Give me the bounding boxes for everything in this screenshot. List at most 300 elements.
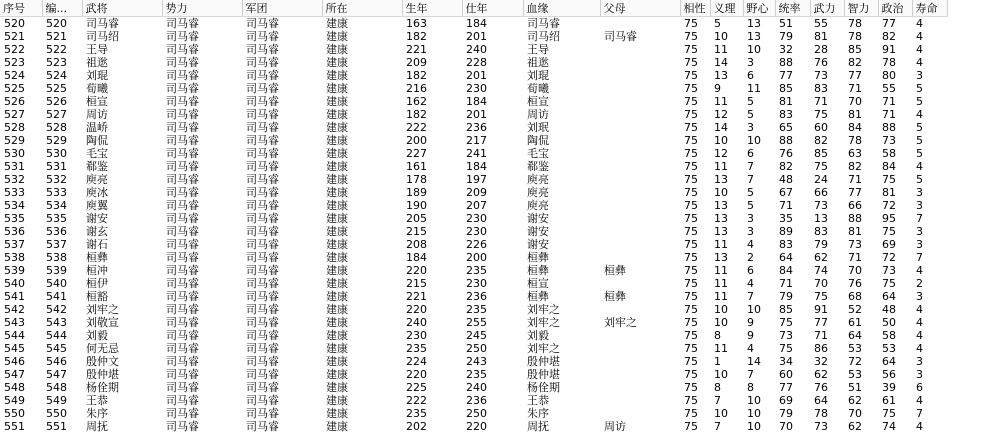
- table-cell: 82: [779, 160, 793, 173]
- table-cell: 司马睿: [166, 238, 199, 251]
- table-cell: 548: [4, 381, 25, 394]
- table-cell: 523: [4, 56, 25, 69]
- table-cell: 司马睿: [166, 212, 199, 225]
- table-cell: 荀曦: [527, 82, 549, 95]
- table-cell: 201: [466, 30, 487, 43]
- table-cell: 5: [916, 95, 923, 108]
- table-cell: 531: [46, 160, 67, 173]
- table-cell: 10: [747, 43, 761, 56]
- table-cell: 郗鉴: [86, 160, 108, 173]
- table-row[interactable]: [0, 173, 947, 186]
- table-cell: 77: [814, 316, 828, 329]
- table-cell: 建康: [326, 82, 348, 95]
- table-cell: 14: [714, 121, 728, 134]
- table-cell: 80: [882, 69, 896, 82]
- table-cell: 谢石: [86, 238, 108, 251]
- table-cell: 73: [848, 238, 862, 251]
- table-cell: 222: [406, 121, 427, 134]
- table-cell: 司马睿: [246, 368, 279, 381]
- table-row[interactable]: [0, 108, 947, 121]
- table-cell: 司马睿: [246, 17, 279, 30]
- table-cell: 235: [466, 303, 487, 316]
- column-header[interactable]: 编...: [42, 0, 82, 17]
- table-cell: 司马睿: [166, 134, 199, 147]
- table-cell: 71: [814, 95, 828, 108]
- table-cell: 73: [882, 134, 896, 147]
- table-row[interactable]: [0, 303, 947, 316]
- table-cell: 刘牢之: [604, 316, 637, 329]
- table-cell: 5: [747, 186, 754, 199]
- table-cell: 529: [4, 134, 25, 147]
- table-cell: 司马睿: [246, 147, 279, 160]
- table-cell: 司马睿: [166, 82, 199, 95]
- table-cell: 谢玄: [86, 225, 108, 238]
- table-cell: 182: [406, 108, 427, 121]
- table-cell: 85: [814, 147, 828, 160]
- table-cell: 228: [466, 56, 487, 69]
- table-cell: 255: [466, 316, 487, 329]
- table-cell: 62: [848, 394, 862, 407]
- table-cell: [600, 134, 680, 147]
- table-cell: 75: [684, 277, 698, 290]
- table-cell: 桓彝: [527, 251, 549, 264]
- table-cell: 66: [814, 186, 828, 199]
- table-cell: 540: [46, 277, 67, 290]
- column-header[interactable]: 武将: [82, 0, 162, 17]
- table-cell: 司马睿: [246, 316, 279, 329]
- table-cell: 75: [684, 251, 698, 264]
- table-cell: 司马睿: [246, 121, 279, 134]
- table-cell: 551: [4, 420, 25, 433]
- table-cell: 551: [46, 420, 67, 433]
- table-cell: 11: [714, 43, 728, 56]
- table-cell: 10: [714, 134, 728, 147]
- table-cell: 75: [684, 82, 698, 95]
- column-header[interactable]: 寿命: [912, 0, 947, 17]
- table-cell: 荀曦: [86, 82, 108, 95]
- table-cell: 62: [848, 420, 862, 433]
- table-cell: 235: [406, 407, 427, 420]
- table-row[interactable]: [0, 381, 947, 394]
- table-cell: 64: [848, 329, 862, 342]
- table-cell: 71: [848, 251, 862, 264]
- table-cell: 5: [916, 173, 923, 186]
- table-row[interactable]: [0, 56, 947, 69]
- table-cell: 75: [684, 394, 698, 407]
- table-cell: 刘珉: [527, 121, 549, 134]
- column-header[interactable]: 所在: [322, 0, 402, 17]
- table-cell: 司马睿: [246, 290, 279, 303]
- table-cell: 建康: [326, 134, 348, 147]
- table-cell: 谢安: [527, 238, 549, 251]
- table-cell: 83: [779, 108, 793, 121]
- table-cell: 536: [46, 225, 67, 238]
- column-header[interactable]: 生年: [402, 0, 462, 17]
- table-cell: 527: [4, 108, 25, 121]
- table-cell: 桓彝: [604, 264, 626, 277]
- column-header[interactable]: 血缘: [523, 0, 600, 17]
- column-header[interactable]: 智力: [844, 0, 878, 17]
- table-cell: 78: [848, 17, 862, 30]
- table-cell: 4: [916, 316, 923, 329]
- table-cell: 550: [46, 407, 67, 420]
- table-cell: 10: [714, 316, 728, 329]
- table-cell: 217: [466, 134, 487, 147]
- table-cell: 司马睿: [246, 251, 279, 264]
- table-cell: 3: [916, 238, 923, 251]
- table-cell: 朱序: [527, 407, 549, 420]
- table-cell: 司马睿: [166, 121, 199, 134]
- table-row[interactable]: [0, 199, 947, 212]
- table-cell: 78: [848, 134, 862, 147]
- table-cell: 62: [814, 251, 828, 264]
- table-cell: [600, 368, 680, 381]
- table-cell: 桓彝: [604, 290, 626, 303]
- table-cell: 35: [779, 212, 793, 225]
- table-row[interactable]: [0, 316, 947, 329]
- table-cell: 5: [714, 17, 721, 30]
- table-cell: 10: [714, 186, 728, 199]
- table-cell: 53: [882, 342, 896, 355]
- table-cell: 226: [466, 238, 487, 251]
- table-cell: 91: [814, 303, 828, 316]
- table-cell: 3: [747, 212, 754, 225]
- table-cell: 殷仲堪: [527, 355, 560, 368]
- table-cell: 71: [848, 173, 862, 186]
- table-cell: 71: [779, 199, 793, 212]
- table-cell: 7: [747, 368, 754, 381]
- table-cell: 3: [916, 290, 923, 303]
- table-cell: 7: [714, 394, 721, 407]
- table-cell: 司马睿: [166, 407, 199, 420]
- table-cell: 84: [848, 121, 862, 134]
- table-cell: 71: [882, 108, 896, 121]
- table-cell: 32: [779, 43, 793, 56]
- table-cell: 建康: [326, 17, 348, 30]
- table-cell: 3: [916, 199, 923, 212]
- table-cell: 235: [466, 368, 487, 381]
- table-cell: 52: [848, 303, 862, 316]
- table-cell: 5: [916, 121, 923, 134]
- table-cell: 55: [814, 17, 828, 30]
- table-cell: 75: [684, 225, 698, 238]
- table-cell: 66: [848, 199, 862, 212]
- table-cell: 209: [406, 56, 427, 69]
- table-cell: 司马睿: [246, 238, 279, 251]
- table-cell: 535: [4, 212, 25, 225]
- table-cell: 建康: [326, 303, 348, 316]
- table-cell: 75: [882, 225, 896, 238]
- table-row[interactable]: [0, 95, 947, 108]
- table-cell: 208: [406, 238, 427, 251]
- table-cell: 75: [814, 290, 828, 303]
- table-cell: 72: [882, 251, 896, 264]
- table-cell: 司马睿: [166, 251, 199, 264]
- table-row[interactable]: [0, 238, 947, 251]
- table-cell: 528: [4, 121, 25, 134]
- table-cell: 司马睿: [246, 56, 279, 69]
- table-cell: 司马睿: [166, 95, 199, 108]
- table-cell: 60: [779, 368, 793, 381]
- table-cell: 建康: [326, 69, 348, 82]
- table-cell: 3: [747, 56, 754, 69]
- table-cell: 81: [848, 108, 862, 121]
- table-cell: 7: [747, 290, 754, 303]
- table-cell: 75: [684, 238, 698, 251]
- table-cell: 司马绍: [86, 30, 119, 43]
- table-cell: 75: [684, 30, 698, 43]
- table-cell: 75: [684, 43, 698, 56]
- table-cell: 建康: [326, 121, 348, 134]
- table-cell: 536: [4, 225, 25, 238]
- table-row[interactable]: [0, 160, 947, 173]
- table-cell: 55: [882, 82, 896, 95]
- table-cell: 526: [4, 95, 25, 108]
- table-row[interactable]: [0, 329, 947, 342]
- table-cell: 542: [4, 303, 25, 316]
- table-cell: 524: [46, 69, 67, 82]
- table-row[interactable]: [0, 290, 947, 303]
- table-row[interactable]: [0, 212, 947, 225]
- column-header[interactable]: 父母: [600, 0, 680, 17]
- table-row[interactable]: [0, 69, 947, 82]
- table-cell: 85: [848, 43, 862, 56]
- table-cell: 庾亮: [527, 186, 549, 199]
- column-header[interactable]: 军团: [242, 0, 322, 17]
- table-cell: 3: [916, 186, 923, 199]
- table-cell: [600, 381, 680, 394]
- table-cell: 77: [779, 381, 793, 394]
- table-cell: 建康: [326, 316, 348, 329]
- table-cell: 85: [779, 303, 793, 316]
- table-row[interactable]: [0, 30, 947, 43]
- table-row[interactable]: [0, 355, 947, 368]
- table-row[interactable]: [0, 186, 947, 199]
- table-row[interactable]: [0, 225, 947, 238]
- column-header[interactable]: 势力: [162, 0, 242, 17]
- table-cell: 谢安: [86, 212, 108, 225]
- column-header[interactable]: 序号: [0, 0, 42, 17]
- table-cell: 司马睿: [166, 160, 199, 173]
- table-cell: 200: [406, 134, 427, 147]
- table-cell: 73: [779, 329, 793, 342]
- table-cell: 541: [4, 290, 25, 303]
- table-row[interactable]: [0, 147, 947, 160]
- table-cell: 230: [406, 329, 427, 342]
- table-cell: 司马睿: [166, 43, 199, 56]
- table-cell: 75: [684, 173, 698, 186]
- table-cell: 5: [747, 108, 754, 121]
- table-row[interactable]: [0, 407, 947, 420]
- table-cell: 建康: [326, 225, 348, 238]
- table-cell: 司马睿: [166, 56, 199, 69]
- table-cell: 39: [882, 381, 896, 394]
- table-cell: 司马睿: [246, 277, 279, 290]
- table-cell: 83: [814, 225, 828, 238]
- table-cell: 24: [814, 173, 828, 186]
- table-cell: 240: [466, 43, 487, 56]
- table-row[interactable]: [0, 82, 947, 95]
- table-cell: 7: [916, 251, 923, 264]
- table-cell: 538: [4, 251, 25, 264]
- table-cell: 4: [916, 43, 923, 56]
- table-cell: 75: [684, 381, 698, 394]
- table-cell: [600, 355, 680, 368]
- table-cell: 83: [814, 82, 828, 95]
- table-cell: 77: [779, 69, 793, 82]
- table-cell: 1: [714, 355, 721, 368]
- table-cell: 70: [779, 420, 793, 433]
- table-cell: 75: [684, 199, 698, 212]
- table-cell: 10: [747, 407, 761, 420]
- table-cell: 224: [406, 355, 427, 368]
- table-cell: 10: [714, 303, 728, 316]
- table-cell: 88: [779, 56, 793, 69]
- table-cell: 76: [814, 381, 828, 394]
- table-cell: 549: [4, 394, 25, 407]
- table-row[interactable]: [0, 264, 947, 277]
- table-cell: [600, 394, 680, 407]
- table-cell: [600, 69, 680, 82]
- table-row[interactable]: [0, 134, 947, 147]
- table-cell: 13: [714, 225, 728, 238]
- table-cell: 建康: [326, 368, 348, 381]
- table-cell: 桓彝: [527, 264, 549, 277]
- table-cell: 75: [814, 160, 828, 173]
- table-cell: 220: [406, 264, 427, 277]
- table-cell: [600, 342, 680, 355]
- table-cell: 182: [406, 30, 427, 43]
- table-cell: 周访: [527, 108, 549, 121]
- table-cell: 58: [882, 329, 896, 342]
- table-cell: 215: [406, 225, 427, 238]
- table-cell: 546: [4, 355, 25, 368]
- table-cell: 10: [714, 368, 728, 381]
- table-row[interactable]: [0, 121, 947, 134]
- table-cell: [600, 303, 680, 316]
- table-cell: 桓彝: [86, 251, 108, 264]
- table-row[interactable]: [0, 277, 947, 290]
- table-cell: 542: [46, 303, 67, 316]
- table-cell: [600, 56, 680, 69]
- table-cell: 司马睿: [166, 17, 199, 30]
- table-cell: [600, 82, 680, 95]
- table-cell: 司马睿: [166, 30, 199, 43]
- table-row[interactable]: [0, 43, 947, 56]
- table-cell: 司马睿: [246, 30, 279, 43]
- table-cell: 庾翼: [86, 199, 108, 212]
- table-cell: 王恭: [527, 394, 549, 407]
- table-row[interactable]: [0, 342, 947, 355]
- table-cell: 建康: [326, 56, 348, 69]
- table-cell: 84: [882, 160, 896, 173]
- table-row[interactable]: [0, 251, 947, 264]
- table-cell: 司马睿: [166, 264, 199, 277]
- table-cell: 61: [848, 316, 862, 329]
- table-cell: 75: [684, 355, 698, 368]
- table-cell: 司马睿: [246, 355, 279, 368]
- table-row[interactable]: [0, 420, 947, 433]
- table-cell: 4: [747, 238, 754, 251]
- table-cell: 520: [46, 17, 67, 30]
- column-header[interactable]: 武力: [810, 0, 844, 17]
- table-cell: 75: [684, 17, 698, 30]
- table-cell: 周抚: [86, 420, 108, 433]
- table-cell: 61: [882, 394, 896, 407]
- column-header[interactable]: 野心: [743, 0, 775, 17]
- table-cell: 28: [814, 43, 828, 56]
- table-cell: 520: [4, 17, 25, 30]
- table-cell: [600, 108, 680, 121]
- table-cell: 236: [466, 290, 487, 303]
- column-header[interactable]: 仕年: [462, 0, 523, 17]
- table-cell: 64: [882, 355, 896, 368]
- table-cell: 86: [814, 342, 828, 355]
- table-cell: 72: [882, 199, 896, 212]
- table-body: [0, 17, 947, 434]
- table-cell: 197: [466, 173, 487, 186]
- column-header[interactable]: 相性: [680, 0, 710, 17]
- table-cell: 222: [406, 394, 427, 407]
- column-header[interactable]: 政治: [878, 0, 912, 17]
- table-cell: 10: [747, 303, 761, 316]
- table-cell: 73: [882, 264, 896, 277]
- table-cell: 建康: [326, 342, 348, 355]
- table-cell: 刘琨: [527, 69, 549, 82]
- table-cell: 81: [779, 95, 793, 108]
- table-cell: 62: [814, 368, 828, 381]
- table-cell: 刘毅: [86, 329, 108, 342]
- table-cell: 4: [916, 329, 923, 342]
- table-cell: 庾亮: [86, 173, 108, 186]
- table-cell: 庾亮: [527, 173, 549, 186]
- table-cell: 548: [46, 381, 67, 394]
- table-cell: 司马睿: [246, 264, 279, 277]
- table-cell: 7: [714, 420, 721, 433]
- table-cell: 司马睿: [166, 173, 199, 186]
- table-cell: 9: [747, 316, 754, 329]
- column-header[interactable]: 义理: [710, 0, 743, 17]
- table-cell: 58: [882, 147, 896, 160]
- table-cell: 建康: [326, 43, 348, 56]
- table-cell: 75: [684, 69, 698, 82]
- table-cell: 郗鉴: [527, 160, 549, 173]
- table-row[interactable]: [0, 368, 947, 381]
- table-cell: [600, 407, 680, 420]
- table-cell: 546: [46, 355, 67, 368]
- table-cell: 建康: [326, 381, 348, 394]
- table-cell: 建康: [326, 290, 348, 303]
- table-cell: 建康: [326, 394, 348, 407]
- table-cell: 司马睿: [166, 303, 199, 316]
- table-cell: 4: [916, 303, 923, 316]
- table-cell: 88: [848, 212, 862, 225]
- table-cell: 司马睿: [246, 303, 279, 316]
- table-cell: 13: [747, 30, 761, 43]
- table-cell: 司马睿: [166, 329, 199, 342]
- table-cell: 68: [848, 290, 862, 303]
- table-cell: 82: [882, 30, 896, 43]
- table-cell: 建康: [326, 251, 348, 264]
- column-header[interactable]: 统率: [775, 0, 810, 17]
- table-cell: 230: [466, 82, 487, 95]
- table-row[interactable]: [0, 394, 947, 407]
- table-cell: 526: [46, 95, 67, 108]
- table-cell: 4: [916, 56, 923, 69]
- table-cell: 殷仲堪: [527, 368, 560, 381]
- table-row[interactable]: [0, 17, 947, 31]
- table-cell: 532: [46, 173, 67, 186]
